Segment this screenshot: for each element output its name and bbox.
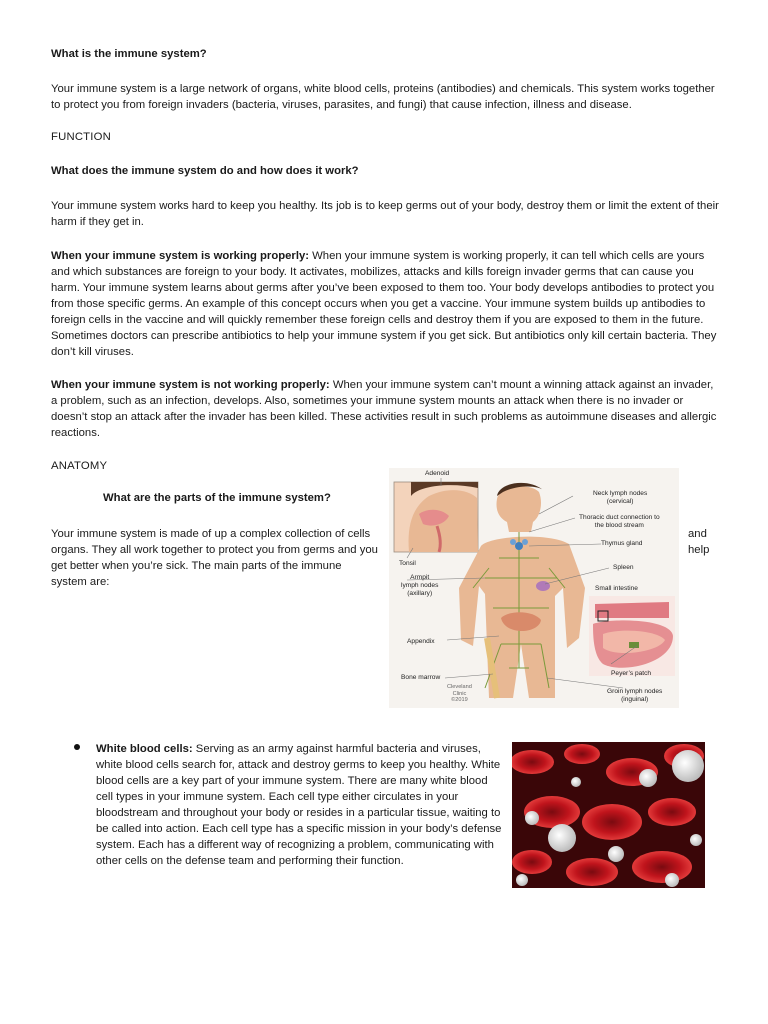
- question-parts: What are the parts of the immune system?: [103, 492, 331, 504]
- not-working-text: When your immune system can’t mount a winning attack against an invader, a problem, such as an infection, develops. Also, sometimes your immune system mounts an attack when there is no invader or doesn’t stop an attack after the invader has been killed. These activities result in such problems as autoimmune diseases and allergic reactions.: [51, 379, 717, 439]
- label-adenoid: Adenoid: [425, 470, 450, 477]
- working-properly-text: When your immune system is working properly, it can tell which cells are yours and which substances are foreign to your body. It activates, mobilizes, attacks and kills foreign invader germs that can cause you harm. Your immune system learns about germs after you’ve been exposed to them too. Your body develops antibodies to protect you from those specific germs. An example of this concept occurs when you get a vaccine. Your immune system builds up antibodies to foreign cells in the vaccine and will quickly remember these foreign cells and destroy them if you are exposed to them in the future. Sometimes doctors can prescribe antibiotics to help your immune system if you get sick. But antibiotics only kill certain bacteria. They don’t kill viruses.: [51, 250, 717, 358]
- figure-credit: Cleveland Clinic ©2019: [447, 684, 472, 703]
- blood-cells-illustration: [512, 742, 705, 888]
- label-neck-lymph-nodes: Neck lymph nodes (cervical): [593, 490, 648, 505]
- label-appendix: Appendix: [407, 638, 435, 645]
- question-what-is-immune-system: What is the immune system?: [51, 48, 207, 60]
- label-peyers-patch: Peyer’s patch: [611, 670, 652, 677]
- not-working-paragraph: [51, 377, 719, 441]
- question-how-it-works: What does the immune system do and how does it work?: [51, 165, 359, 177]
- label-small-intestine: Small intestine: [595, 585, 638, 592]
- function-heading: FUNCTION: [51, 131, 111, 143]
- label-thymus: Thymus gland: [601, 540, 643, 547]
- working-properly-paragraph: [51, 248, 719, 360]
- parts-paragraph-wrap-and: and: [688, 528, 707, 540]
- label-bone-marrow: Bone marrow: [401, 674, 441, 681]
- label-thoracic-duct: Thoracic duct connection to the blood stream: [579, 514, 660, 529]
- label-groin-lymph-nodes: Groin lymph nodes (inguinal): [607, 688, 663, 703]
- label-armpit-lymph-nodes: Armpit lymph nodes (axillary): [401, 574, 439, 597]
- parts-paragraph: Your immune system is made of up a complex collection of cells organs. They all work together to protect you from germs and you get better when you’re sick. The main parts of the immune system are:: [51, 528, 378, 588]
- white-blood-cells-text: Serving as an army against harmful bacteria and viruses, white blood cells search for, attack and destroy germs to keep you healthy. White blood cells are a key part of your immune system. There are many white blood cell types in your immune system. Each cell type either circulates in your bloodstream and throughout your body or resides in a particular tissue, waiting to be called into action. Each cell type has a specific mission in your body’s defense system. Each has a different way of recognizing a problem, communicating with other cells on the defense team and performing their function.: [96, 743, 502, 867]
- label-spleen: Spleen: [613, 564, 634, 571]
- how-it-works-paragraph: Your immune system works hard to keep you healthy. Its job is to keep germs out of your body, destroy them or limit the extent of their harm if they get in.: [51, 200, 719, 228]
- not-working-lead: When your immune system is not working properly:: [51, 379, 330, 391]
- white-blood-cells-lead: White blood cells:: [96, 743, 193, 755]
- anatomy-heading: ANATOMY: [51, 460, 108, 472]
- intro-paragraph: Your immune system is a large network of organs, white blood cells, proteins (antibodies) and chemicals. This system works together to protect you from foreign invaders (bacteria, viruses, parasites, and fungi) that cause infection, illness and disease.: [51, 83, 715, 111]
- working-properly-lead: When your immune system is working properly:: [51, 250, 309, 262]
- white-blood-cells-paragraph: [96, 741, 504, 869]
- blood-cells-image: [512, 742, 705, 888]
- immune-system-anatomy-figure: [389, 468, 679, 708]
- label-tonsil: Tonsil: [399, 560, 416, 567]
- bullet-icon: [74, 744, 80, 750]
- parts-paragraph-wrap-help: help: [688, 544, 710, 556]
